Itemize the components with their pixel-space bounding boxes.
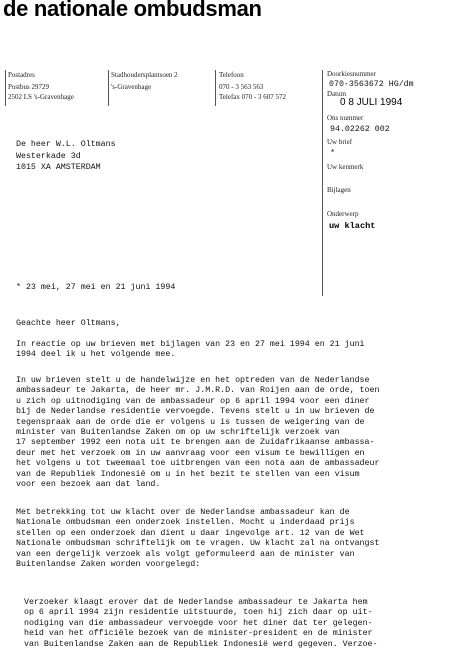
header-divider-1 <box>5 70 6 106</box>
onderwerp-label: Onderwerp <box>327 210 359 218</box>
bezoekadres-line-2: 's-Gravenhage <box>111 82 152 91</box>
postadres-line-2: 2502 LS 's-Gravenhage <box>8 93 74 101</box>
postadres-block <box>8 71 74 102</box>
header-divider-3 <box>215 70 216 106</box>
letterhead-logo: de nationale ombudsman <box>3 0 262 21</box>
address-line-2: Westerkade 3d <box>16 151 81 161</box>
body-paragraph-2: In uw brieven stelt u de handelwijze en het optreden van de Nederlandse ambassadeur te Jakarta, de heer mr. J.M.R.D. van Roijen aan de orde, toen u zich op uitnodiging van de ambassadeur op 6 april 1994 voor een diner bij de Nederlandse residentie vervoegde. Tevens stelt u in uw brieven de tegenspraak aan de orde die er volgens u is tussen de weigering van de minister van Buitenlandse Zaken om op uw schriftelijk verzoek van 17 september 1992 een nota uit te brengen aan de Zuidafrikaanse ambassa- deur met het verzoek om in uw aanvraag voor een visum te bewilligen en het volgens u tot tweemaal toe uitbrengen van een nota aan de ambassadeur van de Republiek Indonesië om u in het bezit te stellen van een visum voor een bezoek aan dat land. <box>16 376 380 490</box>
header-divider-4 <box>322 70 323 296</box>
quoted-complaint: Verzoeker klaagt erover dat de Nederlandse ambassadeur te Jakarta hem op 6 april 1994 zijn residentie uitstuurde, toen hij zich daar op uit- nodiging van die ambassadeur vervoegde voor het diner dat ter gelegen- heid van het officiële bezoek van de minister-president en de minister van Buitenlandse Zaken aan de Republiek Indonesië werd gegeven. Verzoe- <box>24 598 378 649</box>
reference-footnote: * 23 mei, 27 mei en 21 juni 1994 <box>16 283 176 292</box>
doorkiesnummer-value: 070-3563672 HG/dm <box>329 80 414 89</box>
uw-brief-value: * <box>330 149 335 158</box>
doorkiesnummer-label: Doorkiesnummer <box>327 70 376 78</box>
telefoon-label: Telefoon <box>219 71 244 79</box>
recipient-address <box>16 140 116 174</box>
body-paragraph-1: In reactie op uw brieven met bijlagen van 23 en 27 mei 1994 en 21 juni 1994 deel ik u het volgende mee. <box>16 340 365 360</box>
bezoekadres-block <box>111 71 178 91</box>
bezoekadres-line-1: Stadhoudersplantsoen 2 <box>111 71 178 79</box>
uw-kenmerk-label: Uw kenmerk <box>327 163 364 171</box>
postadres-line-1: Postbus 29729 <box>8 82 50 91</box>
uw-brief-label: Uw brief <box>327 138 353 146</box>
onderwerp-value: uw klacht <box>329 221 376 231</box>
address-line-1: De heer W.L. Oltmans <box>16 140 116 149</box>
salutation: Geachte heer Oltmans, <box>16 319 121 328</box>
ons-nummer-label: Ons nummer <box>327 114 364 122</box>
telefax-number: Telefax 070 - 3 607 572 <box>219 93 286 101</box>
address-line-3: 1015 XA AMSTERDAM <box>16 163 101 172</box>
telefoon-block <box>219 71 286 102</box>
header-divider-2 <box>108 70 109 106</box>
datum-label: Datum <box>327 90 347 98</box>
datum-stamp: 0 8 JULI 1994 <box>340 97 403 108</box>
bijlagen-label: Bijlagen <box>327 186 351 194</box>
postadres-label: Postadres <box>8 71 35 79</box>
telefoon-number: 070 - 3 563 563 <box>219 82 264 91</box>
ons-nummer-value: 94.02262 002 <box>330 125 390 134</box>
body-paragraph-3: Met betrekking tot uw klacht over de Nederlandse ambassadeur kan de Nationale ombudsman een onderzoek instellen. Mocht u inderdaad prijs stellen op een onderzoek dan dient u daar ingevolge art. 12 van de Wet Nationale ombudsman schriftelijk om te vragen. Uw klacht zal na ontvangst van een dergelijk verzoek als volgt geformuleerd aan de minister van Buitenlandse Zaken worden voorgelegd: <box>16 508 380 570</box>
